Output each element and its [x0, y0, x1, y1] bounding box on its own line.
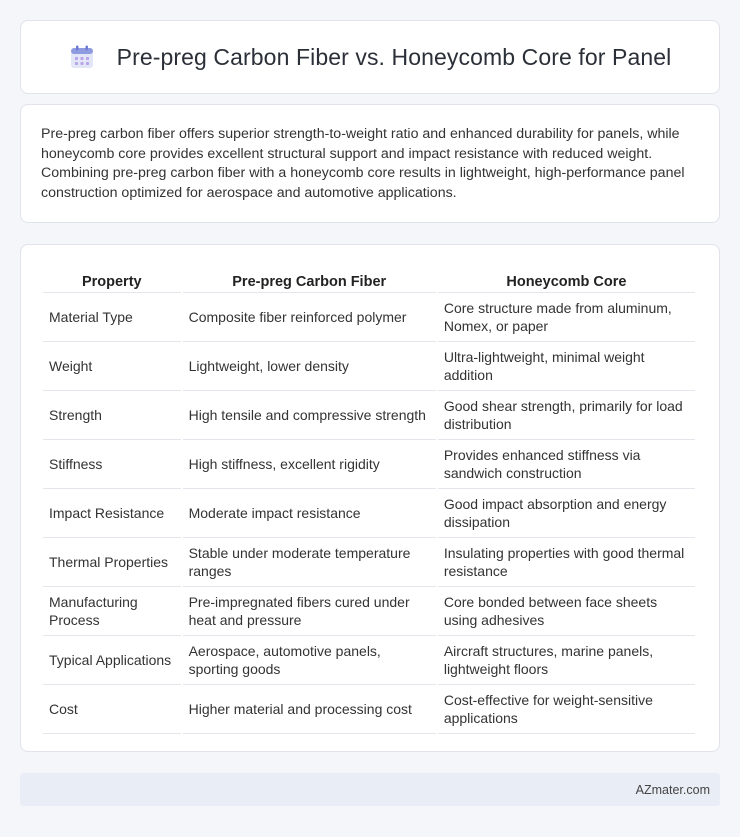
row-property: Manufacturing Process	[43, 587, 181, 636]
row-property: Typical Applications	[43, 636, 181, 685]
table-row	[43, 293, 695, 342]
row-honeycomb: Core structure made from aluminum, Nomex, or paper	[438, 293, 695, 342]
row-prepreg: Higher material and processing cost	[183, 685, 436, 734]
row-prepreg: High tensile and compressive strength	[183, 391, 436, 440]
comparison-table-card	[20, 244, 720, 752]
row-honeycomb: Good shear strength, primarily for load distribution	[438, 391, 695, 440]
summary-text: Pre-preg carbon fiber offers superior strength-to-weight ratio and enhanced durability for panels, while honeycomb core provides excellent structural support and impact resistance with reduced weight. Combining pre-preg carbon fiber with a honeycomb core results in lightweight, high-performance panel construction optimized for aerospace and automotive applications.	[41, 126, 685, 201]
table-row	[43, 391, 695, 440]
table-row	[43, 685, 695, 734]
header-prepreg: Pre-preg Carbon Fiber	[183, 265, 436, 293]
row-prepreg: Aerospace, automotive panels, sporting goods	[183, 636, 436, 685]
footer-brand[interactable]: AZmater.com	[635, 782, 710, 797]
comparison-table	[41, 265, 697, 734]
row-property: Stiffness	[43, 440, 181, 489]
footer	[20, 773, 720, 806]
row-property: Strength	[43, 391, 181, 440]
row-prepreg: Stable under moderate temperature ranges	[183, 538, 436, 587]
page-title: Pre-preg Carbon Fiber vs. Honeycomb Core for Panel	[116, 43, 672, 70]
row-honeycomb: Insulating properties with good thermal resistance	[438, 538, 695, 587]
table-row	[43, 489, 695, 538]
table-header-row	[43, 265, 695, 293]
row-property: Cost	[43, 685, 181, 734]
row-prepreg: Lightweight, lower density	[183, 342, 436, 391]
table-row	[43, 342, 695, 391]
row-property: Weight	[43, 342, 181, 391]
row-property: Impact Resistance	[43, 489, 181, 538]
summary-card	[20, 104, 720, 223]
row-honeycomb: Core bonded between face sheets using adhesives	[438, 587, 695, 636]
table-row	[43, 636, 695, 685]
row-honeycomb: Aircraft structures, marine panels, lightweight floors	[438, 636, 695, 685]
row-property: Thermal Properties	[43, 538, 181, 587]
row-honeycomb: Good impact absorption and energy dissipation	[438, 489, 695, 538]
row-prepreg: High stiffness, excellent rigidity	[183, 440, 436, 489]
row-prepreg: Pre-impregnated fibers cured under heat and pressure	[183, 587, 436, 636]
title-card	[20, 20, 720, 94]
header-honeycomb: Honeycomb Core	[438, 265, 695, 293]
row-prepreg: Moderate impact resistance	[183, 489, 436, 538]
row-honeycomb: Cost-effective for weight-sensitive applications	[438, 685, 695, 734]
row-honeycomb: Provides enhanced stiffness via sandwich construction	[438, 440, 695, 489]
calendar-icon	[69, 44, 95, 70]
table-row	[43, 538, 695, 587]
row-property: Material Type	[43, 293, 181, 342]
table-row	[43, 440, 695, 489]
table-row	[43, 587, 695, 636]
header-property: Property	[43, 265, 181, 293]
row-prepreg: Composite fiber reinforced polymer	[183, 293, 436, 342]
row-honeycomb: Ultra-lightweight, minimal weight addition	[438, 342, 695, 391]
